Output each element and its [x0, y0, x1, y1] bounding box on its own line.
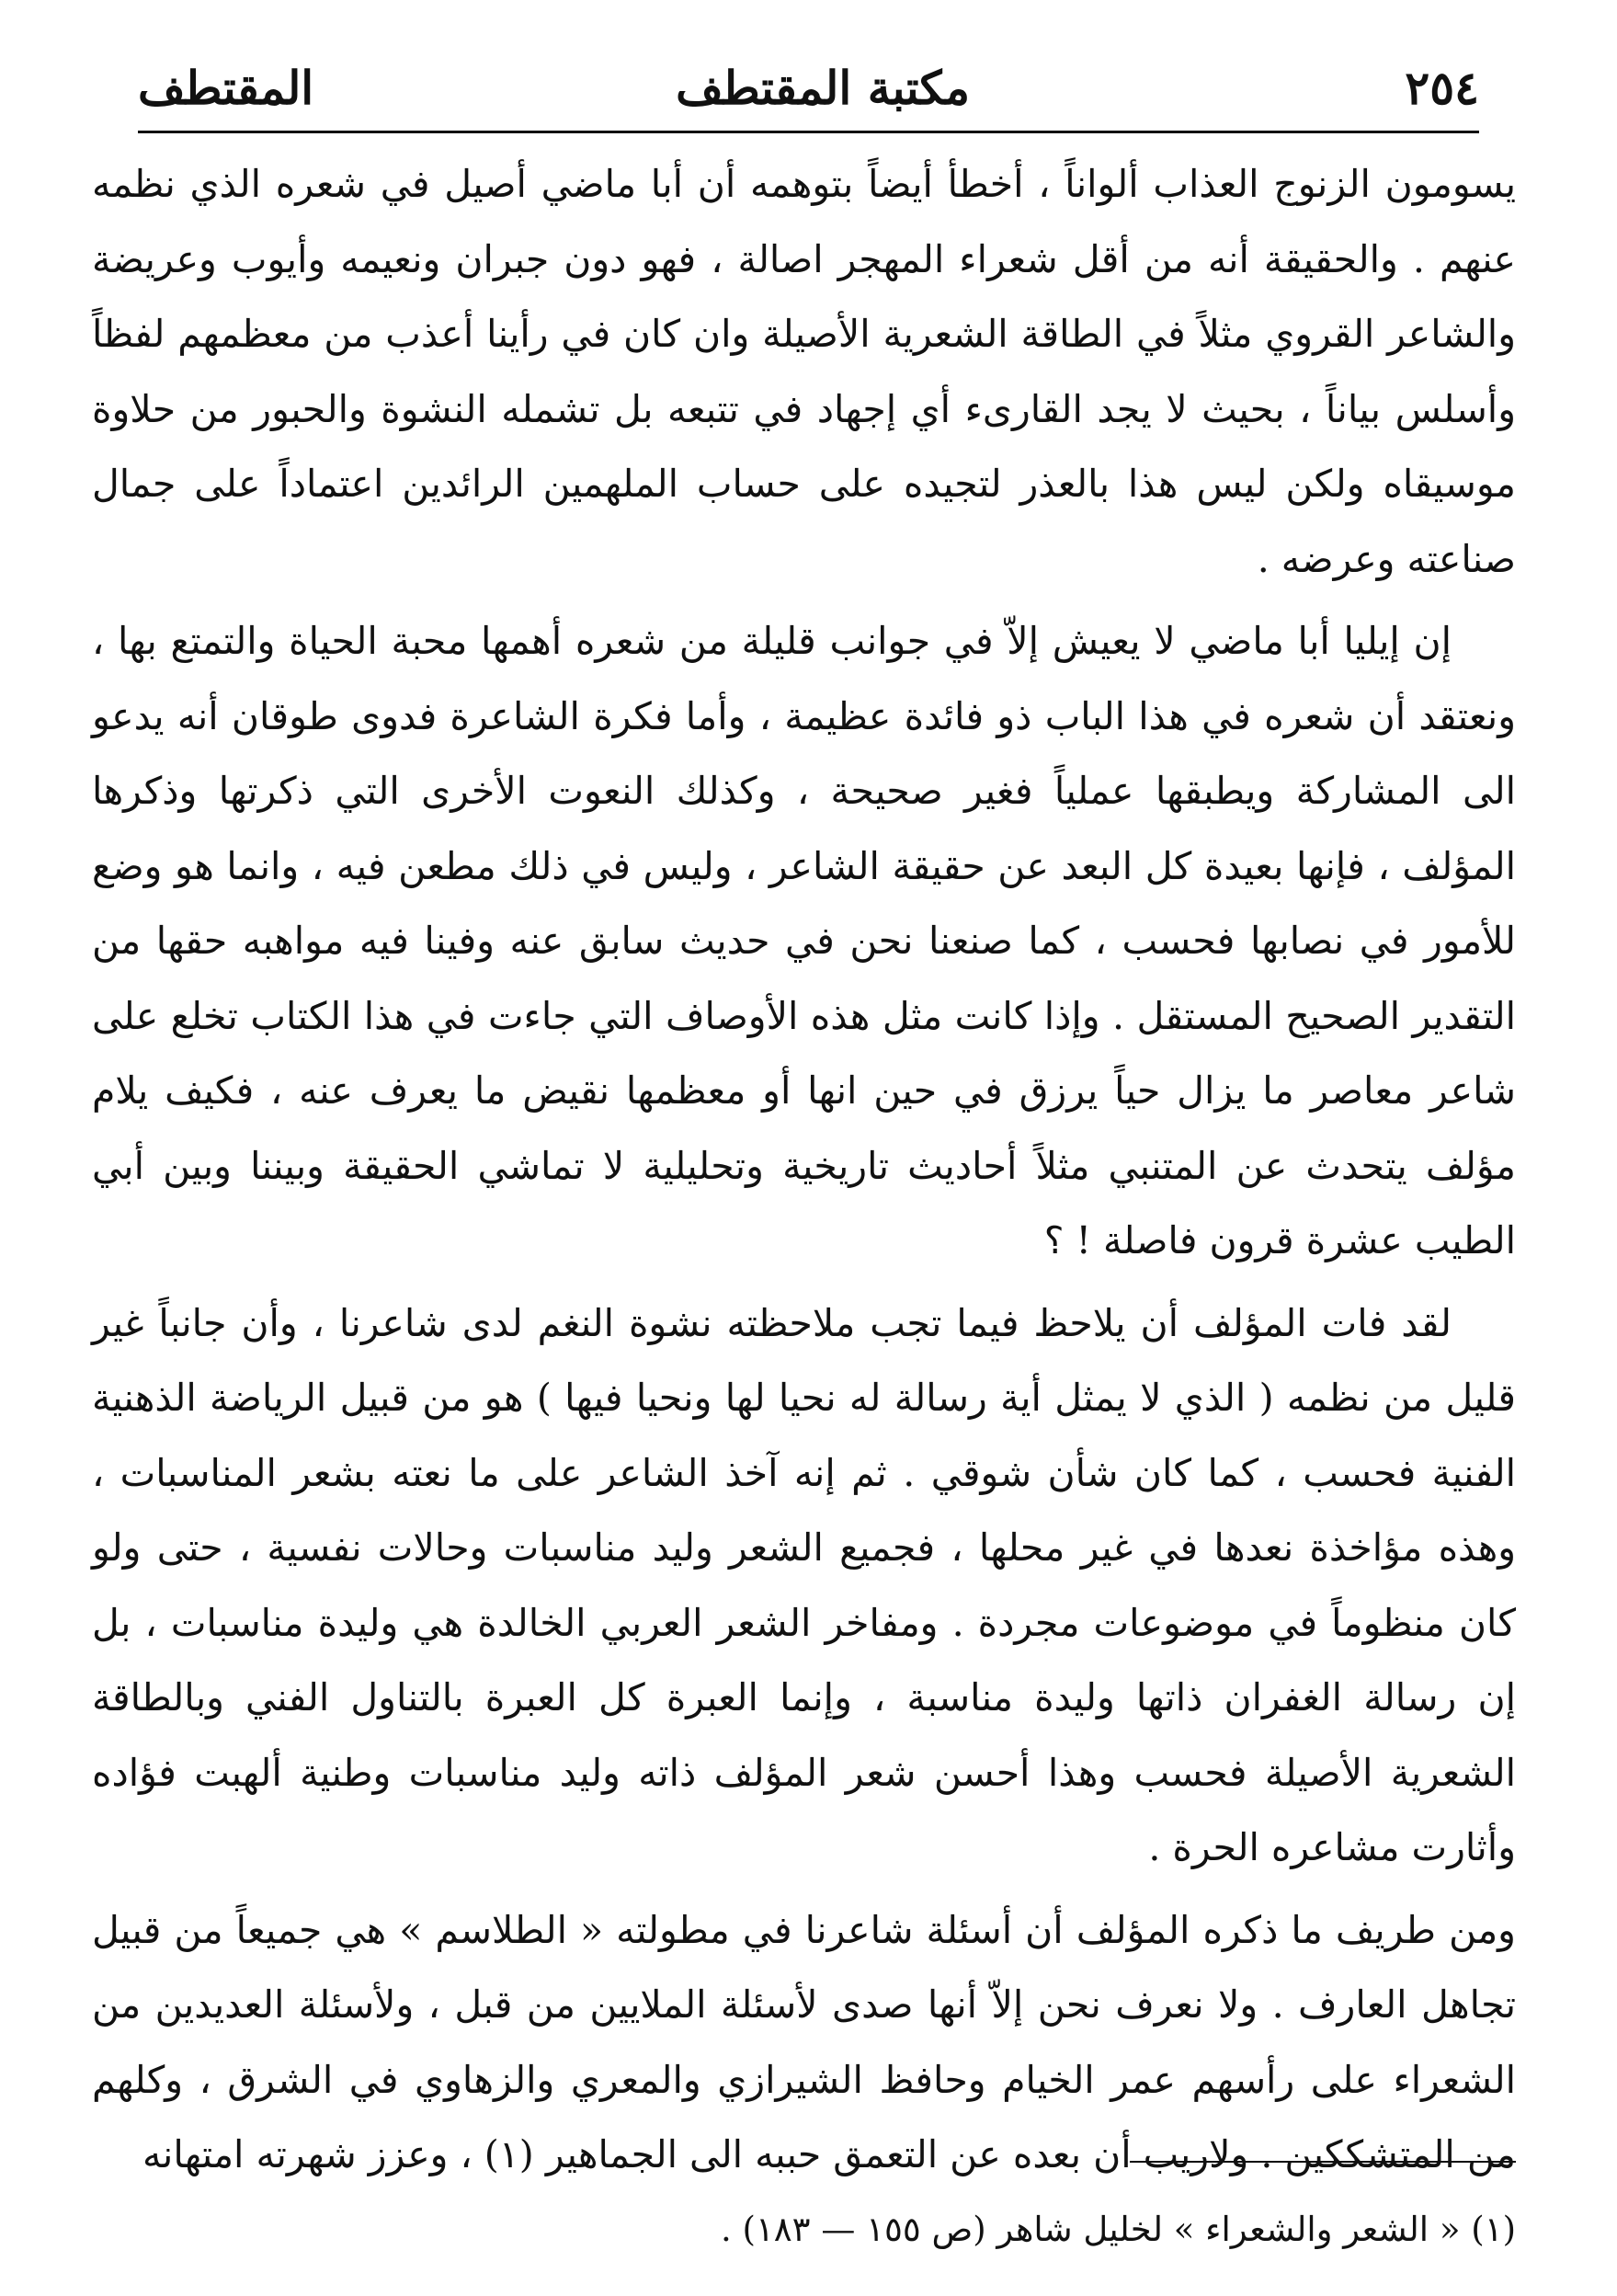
paragraph-3: لقد فات المؤلف أن يلاحظ فيما تجب ملاحظته نشوة النغم لدى شاعرنا ، وأن جانباً غير قليل من نظمه ( الذي لا يمثل أية رسالة له نحيا لها ونحيا فيها ) هو من قبيل الرياضة الذهنية الفنية فحسب ، كما كان شأن شوقي . ثم إنه آخذ الشاعر على ما نعته بشعر المناسبات ، وهذه مؤاخذة نعدها في غير محلها ، فجميع الشعر وليد مناسبات وحالات نفسية ، حتى ولو كان منظوماً في موضوعات مجردة . ومفاخر الشعر العربي الخالدة هي وليدة مناسبات ، بل إن رسالة الغفران ذاتها وليدة مناسبة ، وإنما العبرة كل العبرة بالتناول الفني وبالطاقة الشعرية الأصيلة فحسب وهذا أحسن شعر المؤلف ذاته وليد مناسبات وطنية ألهبت فؤاده وأثارت مشاعره الحرة . [92, 1300, 1516, 1869]
paragraph-4: ومن طريف ما ذكره المؤلف أن أسئلة شاعرنا في مطولته « الطلاسم » هي جميعاً من قبيل تجاهل العارف . ولا نعرف نحن إلاّ أنها صدى لأسئلة الملايين من قبل ، ولأسئلة العديدين من الشعراء على رأسهم عمر الخيام وحافظ الشيرازي والمعري والزهاوي في الشرق ، وكلهم من المتشككين . ولاريب أن بعده عن التعمق حببه الى الجماهير (١) ، وعزز شهرته امتهانه [92, 1907, 1516, 2176]
header-rule [138, 131, 1479, 133]
footnote-rule [1130, 2161, 1516, 2163]
running-header [138, 46, 1479, 129]
journal-title: المقتطف [138, 60, 314, 115]
paragraph-1: يسومون الزنوج العذاب ألواناً ، أخطأ أيضاً بتوهمه أن أبا ماضي أصيل في شعره الذي نظمه عنهم . والحقيقة أنه من أقل شعراء المهجر اصالة ، فهو دون جبران ونعيمه وأيوب وعريضة والشاعر القروي مثلاً في الطاقة الشعرية الأصيلة وان كان في رأينا أعذب من معظمهم لفظاً وأسلس بياناً ، بحيث لا يجد القارىء أي إجهاد في تتبعه بل تشمله النشوة والحبور من حلاوة موسيقاه ولكن ليس هذا بالعذر لتجيده على حساب الملهمين الرائدين اعتماداً على جمال صناعته وعرضه . [92, 162, 1516, 581]
footnote: (١) « الشعر والشعراء » لخليل شاهر (ص ١٥٥ — ١٨٣) . [720, 2210, 1516, 2249]
page-number: ٢٥٤ [1405, 60, 1479, 115]
article-body [92, 147, 1516, 2200]
paragraph-2: إن إيليا أبا ماضي لا يعيش إلاّ في جوانب قليلة من شعره أهمها محبة الحياة والتمتع بها ، ونعتقد أن شعره في هذا الباب ذو فائدة عظيمة ، وأما فكرة الشاعرة فدوى طوقان أنه يدعو الى المشاركة ويطبقها عملياً فغير صحيحة ، وكذلك النعوت الأخرى التي ذكرتها وذكرها المؤلف ، فإنها بعيدة كل البعد عن حقيقة الشاعر ، وليس في ذلك مطعن فيه ، وانما هو وضع للأمور في نصابها فحسب ، كما صنعنا نحن في حديث سابق عنه وفينا فيه مواهبه حقها من التقدير الصحيح المستقل . وإذا كانت مثل هذه الأوصاف التي جاءت في هذا الكتاب تخلع على شاعر معاصر ما يزال حياً يرزق في حين انها أو معظمها نقيض ما يعرف عنه ، فكيف يلام مؤلف يتحدث عن المتنبي مثلاً أحاديث تاريخية وتحليلية لا تماشي الحقيقة وبيننا وبين أبي الطيب عشرة قرون فاصلة ! ؟ [92, 619, 1516, 1262]
book-title: مكتبة المقتطف [676, 60, 971, 115]
